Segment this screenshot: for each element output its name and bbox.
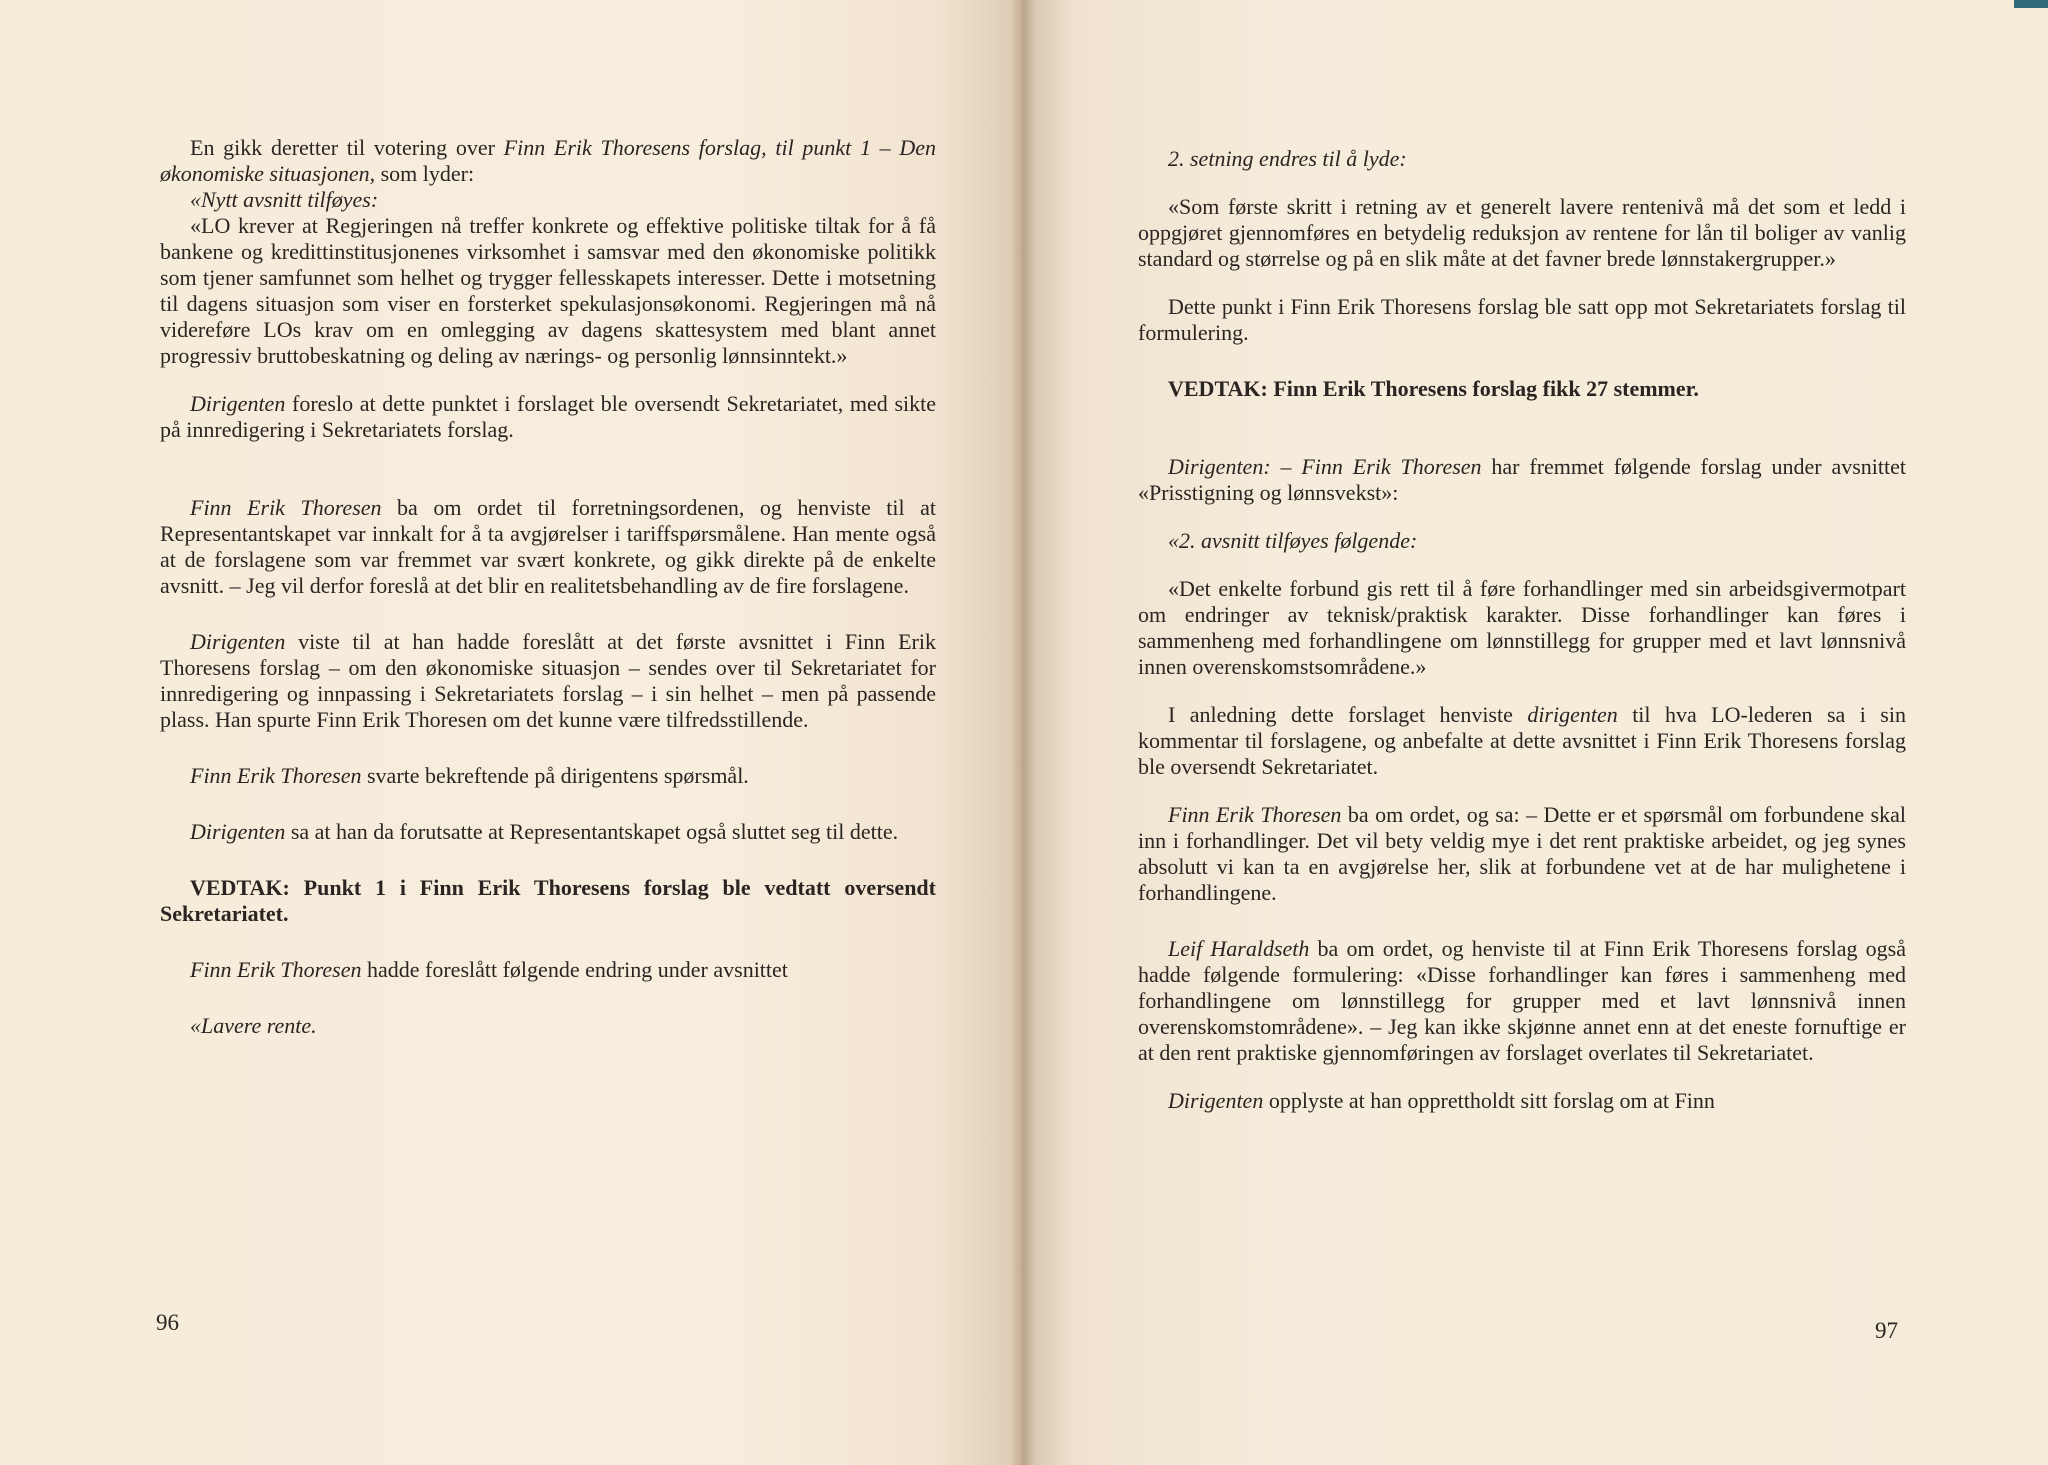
- italic-text: Finn Erik Thoresens forslag, til punkt 1 – Den økonomiske situasjonen,: [160, 135, 937, 186]
- paragraph: [160, 819, 936, 845]
- speaker-name: Dirigenten: [190, 391, 286, 416]
- paragraph: [1138, 936, 1906, 1066]
- quote-paragraph: «LO krever at Regjeringen nå treffer konkrete og effektive politiske tiltak for å få bankene og kredittinstitusjonenes virksomhet i samsvar med den økonomiske politikk som tjener samfunnet som helhet og trygger fellesskapets interesser. Dette i motsetning til dagens situasjon som viser en forsterket spekulasjonsøkonomi. Regjeringen må nå videreføre LOs krav om en omlegging av dagens skattesystem med blant annet progressiv bruttobeskatning og deling av nærings- og personlig lønnsinntekt.»: [160, 213, 936, 368]
- paragraph: [160, 495, 936, 599]
- paragraph: [160, 391, 936, 443]
- paragraph: [160, 629, 936, 733]
- paragraph: [160, 957, 936, 983]
- decision-heading: VEDTAK: Finn Erik Thoresens forslag fikk 27 stemmer.: [1168, 376, 1699, 401]
- speaker-name: dirigenten: [1527, 702, 1618, 727]
- speaker-name: Dirigenten: [1168, 1088, 1264, 1113]
- paragraph: [1138, 1088, 1906, 1114]
- text: I anledning dette forslaget henviste: [1168, 702, 1528, 727]
- text: ba om ordet, og sa: – Dette er et spørsmål om forbundene skal inn i forhandlinger. Det vil bety veldig mye i det rent praktiske arbeidet, og jeg synes absolutt vi kan ta en avgjørelse her, slik at forbundene vet at de har mulighetene i forhandlingene.: [1138, 802, 1907, 905]
- speaker-name: Dirigenten: [190, 819, 286, 844]
- paragraph: Dette punkt i Finn Erik Thoresens forslag ble satt opp mot Sekretariatets forslag til formulering.: [1138, 294, 1906, 345]
- text: hadde foreslått følgende endring under avsnittet: [361, 957, 788, 982]
- text: ba om ordet, og henviste til at Finn Erik Thoresens forslag også hadde følgende formulering: «Disse forhandlinger kan føres i sammenheng med forhandlingene om lønnstillegg for grupper med et lavt lønnsnivå innen overenskomstområdene». – Jeg kan ikke skjønne annet enn at det eneste fornuftige er at den rent praktiske gjennomføringen av forslaget overlates til Sekretariatet.: [1138, 936, 1906, 1065]
- book-gutter: [1010, 0, 1036, 1465]
- text: svarte bekreftende på dirigentens spørsmål.: [361, 763, 749, 788]
- quote-paragraph: «Som første skritt i retning av et generelt lavere rentenivå må det som et ledd i oppgjøret gjennomføres en betydelig reduksjon av rentene for lån til boliger av vanlig standard og størrelse og på en slik måte at det favner brede lønnstakergrupper.»: [1138, 194, 1906, 271]
- text: til hva LO-lederen sa i sin kommentar til forslagene, og anbefalte at dette avsnittet i Finn Erik Thoresens forslag ble oversendt Sekretariatet.: [1138, 702, 1906, 779]
- right-page: [1022, 0, 2048, 1465]
- right-page-text: [1138, 146, 1906, 1114]
- paragraph: [1138, 702, 1906, 780]
- paragraph: [160, 763, 936, 789]
- speaker-name: Finn Erik Thoresen: [1168, 802, 1342, 827]
- left-page-text: [160, 135, 936, 1039]
- paragraph: [160, 135, 936, 187]
- text: sa at han da forutsatte at Representantskapet også sluttet seg til dette.: [285, 819, 899, 844]
- paragraph: [1138, 802, 1906, 906]
- quote-paragraph: «Det enkelte forbund gis rett til å føre forhandlinger med sin arbeidsgivermotpart om endringer av teknisk/praktisk karakter. Disse forhandlinger kan føres i sammenheng med forhandlingene om lønnstillegg for grupper med et lavt lønnsnivå innen overenskomstsområdene.»: [1138, 576, 1906, 679]
- text: En gikk deretter til votering over: [190, 135, 504, 160]
- paragraph: [1138, 454, 1906, 506]
- left-page: [0, 0, 1022, 1465]
- speaker-name: Leif Haraldseth: [1168, 936, 1310, 961]
- speaker-name: Finn Erik Thoresen: [190, 763, 362, 788]
- speaker-name: Dirigenten: – Finn Erik Thoresen: [1168, 454, 1482, 479]
- text: foreslo at dette punktet i forslaget ble oversendt Sekretariatet, med sikte på innredigering i Sekretariatets forslag.: [160, 391, 936, 442]
- speaker-name: Finn Erik Thoresen: [190, 495, 382, 520]
- tab-marker: [2014, 0, 2048, 8]
- paragraph: «Lavere rente.: [190, 1013, 317, 1038]
- page-number: 97: [1875, 1318, 1898, 1343]
- paragraph: «Nytt avsnitt tilføyes:: [190, 187, 379, 212]
- speaker-name: Finn Erik Thoresen: [190, 957, 362, 982]
- text: opplyste at han opprettholdt sitt forslag om at Finn: [1263, 1088, 1715, 1113]
- paragraph: 2. setning endres til å lyde:: [1168, 146, 1407, 171]
- text: ba om ordet til forretningsordenen, og henviste til at Representantskapet var innkalt for å ta avgjørelser i tariffspørsmålene. Han mente også at de forslagene som var fremmet var svært konkrete, og gikk direkte på de enkelte avsnitt. – Jeg vil derfor foreslå at det blir en realitetsbehandling av de fire forslagene.: [160, 495, 936, 598]
- text: viste til at han hadde foreslått at det første avsnittet i Finn Erik Thoresens forslag – om den økonomiske situasjon – sendes over til Sekretariatet for innredigering og innpassing i Sekretariatets forslag – i sin helhet – men på passende plass. Han spurte Finn Erik Thoresen om det kunne være tilfredsstillende.: [160, 629, 936, 732]
- speaker-name: Dirigenten: [190, 629, 286, 654]
- page-number: 96: [156, 1310, 179, 1335]
- text: som lyder:: [375, 161, 475, 186]
- text: har fremmet følgende forslag under avsnittet «Prisstigning og lønnsvekst»:: [1138, 454, 1906, 505]
- paragraph: «2. avsnitt tilføyes følgende:: [1168, 528, 1418, 553]
- decision-heading: VEDTAK: Punkt 1 i Finn Erik Thoresens forslag ble vedtatt oversendt Sekretariatet.: [160, 875, 936, 926]
